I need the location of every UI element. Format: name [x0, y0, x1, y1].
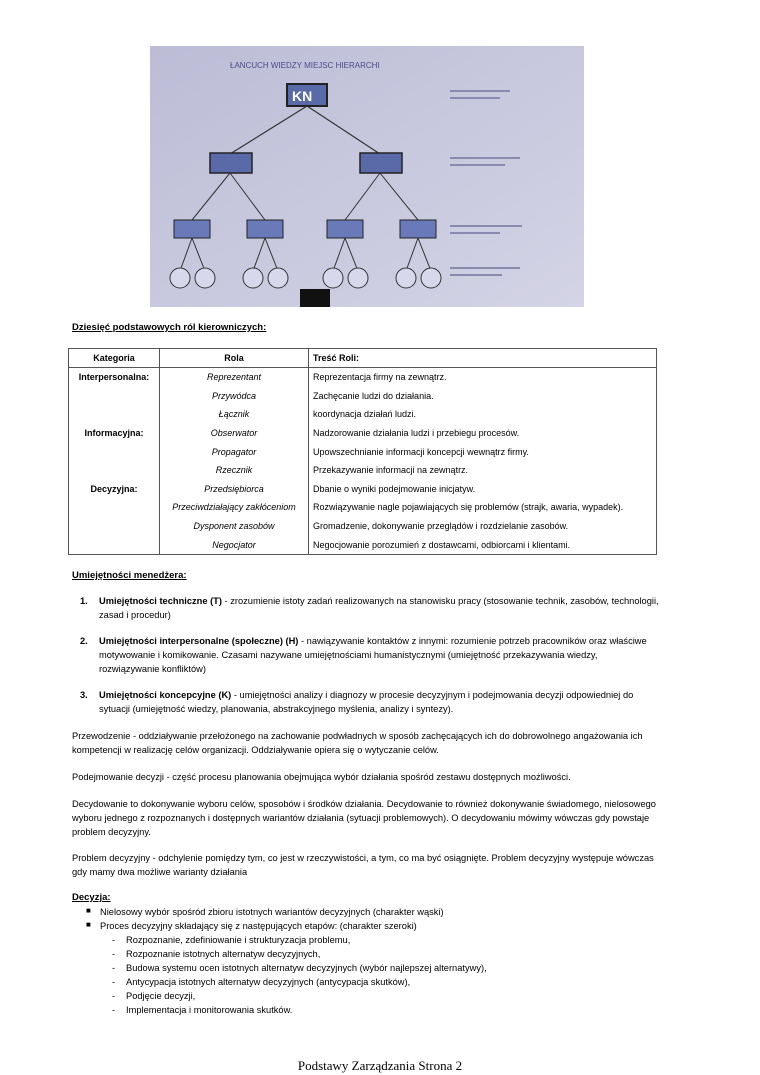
row-content: Nadzorowanie działania ludzi i przebiegu procesów.: [309, 424, 657, 443]
paragraph-decision-problem: Problem decyzyjny - odchylenie pomiędzy tym, co jest w rzeczywistości, a tym, co ma być osiągnięte. Problem decyzyjny występuje wówczas gdy mamy dwa możliwe warianty działania: [72, 853, 654, 877]
header-category: Kategoria: [69, 349, 160, 368]
dash-icon: -: [112, 991, 116, 1001]
dash-icon: -: [112, 935, 116, 945]
row-content: Negocjowanie porozumień z dostawcami, odbiorcami i klientami.: [309, 535, 657, 554]
row-category: Decyzyjna:: [69, 480, 160, 499]
dash-icon: -: [112, 977, 116, 987]
decision-bullet: Proces decyzyjny składający się z następujących etapów: (charakter szeroki): [100, 921, 417, 931]
row-role: Obserwator: [160, 424, 309, 443]
row-role: Negocjator: [160, 535, 309, 554]
decision-step: [112, 989, 196, 1003]
bullet-square-icon: ■: [86, 920, 91, 929]
step-text: Implementacja i monitorowania skutków.: [126, 1005, 293, 1015]
row-role: Łącznik: [160, 405, 309, 424]
skill-description: - umiejętności analizy i diagnozy w procesie decyzyjnym i podejmowania decyzji odpowiedniej do sytuacji (umiejętność wiedzy, planowania, abstrakcyjnego myślenia, analizy i syntezy).: [99, 690, 634, 714]
table-header-row: [69, 349, 657, 368]
row-role: Przeciwdziałający zakłóceniom: [160, 498, 309, 517]
dash-icon: -: [112, 1005, 116, 1015]
row-category: [69, 461, 160, 480]
table-row: [69, 535, 657, 554]
row-content: koordynacja działań ludzi.: [309, 405, 657, 424]
skill-number: 1.: [80, 596, 88, 606]
decision-step: [112, 961, 487, 975]
row-role: Reprezentant: [160, 368, 309, 387]
table-row: [69, 442, 657, 461]
row-category: Informacyjna:: [69, 424, 160, 443]
top-box-label: KN: [292, 88, 313, 104]
step-text: Budowa systemu ocen istotnych alternatyw decyzyjnych (wybór najlepszej alternatywy),: [126, 963, 487, 973]
skill-name: Umiejętności koncepcyjne (K): [99, 690, 232, 700]
row-role: Przywódca: [160, 387, 309, 406]
skills-section-title: Umiejętności menedżera:: [72, 570, 187, 581]
skill-name: Umiejętności techniczne (T): [99, 596, 222, 606]
row-category: [69, 387, 160, 406]
slide-title: ŁANCUCH WIEDZY MIEJSC HIERARCHI: [230, 61, 380, 70]
paragraph-decision-making: Podejmowanie decyzji - część procesu planowania obejmująca wybór działania spośród zestawu dostępnych możliwości.: [72, 772, 571, 782]
roles-section-title: Dziesięć podstawowych ról kierowniczych:: [72, 322, 267, 333]
row-category: [69, 442, 160, 461]
row-role: Dysponent zasobów: [160, 517, 309, 536]
row-category: [69, 405, 160, 424]
decision-step: [112, 975, 411, 989]
page-footer: Podstawy Zarządzania Strona 2: [297, 1058, 463, 1073]
row-content: Gromadzenie, dokonywanie przeglądów i rozdzielanie zasobów.: [309, 517, 657, 536]
step-text: Podjęcie decyzji,: [126, 991, 196, 1001]
step-text: Antycypacja istotnych alternatyw decyzyjnych (antycypacja skutków),: [126, 977, 411, 987]
skill-item: [80, 634, 660, 676]
step-text: Rozpoznanie istotnych alternatyw decyzyjnych,: [126, 949, 321, 959]
row-role: Rzecznik: [160, 461, 309, 480]
decision-step: [112, 1003, 293, 1017]
row-category: Interpersonalna:: [69, 368, 160, 387]
row-category: [69, 498, 160, 517]
row-category: [69, 535, 160, 554]
step-text: Rozpoznanie, zdefiniowanie i strukturyzacja problemu,: [126, 935, 351, 945]
row-content: Zachęcanie ludzi do działania.: [309, 387, 657, 406]
skill-item: [80, 594, 660, 622]
table-row: [69, 480, 657, 499]
table-row: [69, 517, 657, 536]
row-role: Przedsiębiorca: [160, 480, 309, 499]
slide-photo: [150, 46, 584, 307]
decision-step: [112, 947, 321, 961]
skill-description: - zrozumienie istoty zadań realizowanych na stanowisku pracy (stosowanie technik, zasobów, technologii, zasad i procedur): [99, 596, 659, 620]
paragraph-deciding: Decydowanie to dokonywanie wyboru celów, sposobów i środków działania. Decydowanie to również dokonywanie świadomego, nielosowego wyboru jednego z rozpoznanych i dostępnych wariantów działania (sytuacji problemowych). O decydowaniu mówimy wówczas gdy powstaje problem decyzyjny.: [72, 799, 656, 837]
row-content: Upowszechnianie informacji koncepcji wewnątrz firmy.: [309, 442, 657, 461]
skill-name: Umiejętności interpersonalne (społeczne) (H): [99, 636, 299, 646]
decision-bullet: Nielosowy wybór spośród zbioru istotnych wariantów decyzyjnych (charakter wąski): [100, 907, 444, 917]
bullet-square-icon: ■: [86, 906, 91, 915]
table-row: [69, 405, 657, 424]
row-content: Reprezentacja firmy na zewnątrz.: [309, 368, 657, 387]
table-row: [69, 498, 657, 517]
table-row: [69, 461, 657, 480]
decision-section-title: Decyzja:: [72, 892, 111, 903]
roles-table: [68, 348, 657, 555]
table-row: [69, 368, 657, 387]
paragraph-leadership: Przewodzenie - oddziaływanie przełożonego na zachowanie podwładnych w sposób zachęcających ich do dobrowolnego angażowania ich kompetencji w realizację celów organizacji. Oddziaływanie opiera się o wytyczanie celów.: [72, 731, 643, 755]
table-row: [69, 424, 657, 443]
row-content: Rozwiązywanie nagle pojawiających się problemów (strajk, awaria, wypadek).: [309, 498, 657, 517]
dash-icon: -: [112, 963, 116, 973]
dash-icon: -: [112, 949, 116, 959]
skill-number: 2.: [80, 636, 88, 646]
skill-item: [80, 688, 660, 716]
decision-step: [112, 933, 351, 947]
header-role: Rola: [160, 349, 309, 368]
table-row: [69, 387, 657, 406]
row-content: Przekazywanie informacji na zewnątrz.: [309, 461, 657, 480]
row-category: [69, 517, 160, 536]
skill-number: 3.: [80, 690, 88, 700]
header-content: Treść Roli:: [309, 349, 657, 368]
row-content: Dbanie o wyniki podejmowanie inicjatyw.: [309, 480, 657, 499]
skill-description: - nawiązywanie kontaktów z innymi: rozumienie potrzeb pracowników oraz właściwe motywowanie i komikowanie. Czasami nazywane umiejętnościami humanistycznymi (umiejętność przekazywania wiedzy, rozwiązywanie konfliktów): [99, 636, 647, 674]
row-role: Propagator: [160, 442, 309, 461]
